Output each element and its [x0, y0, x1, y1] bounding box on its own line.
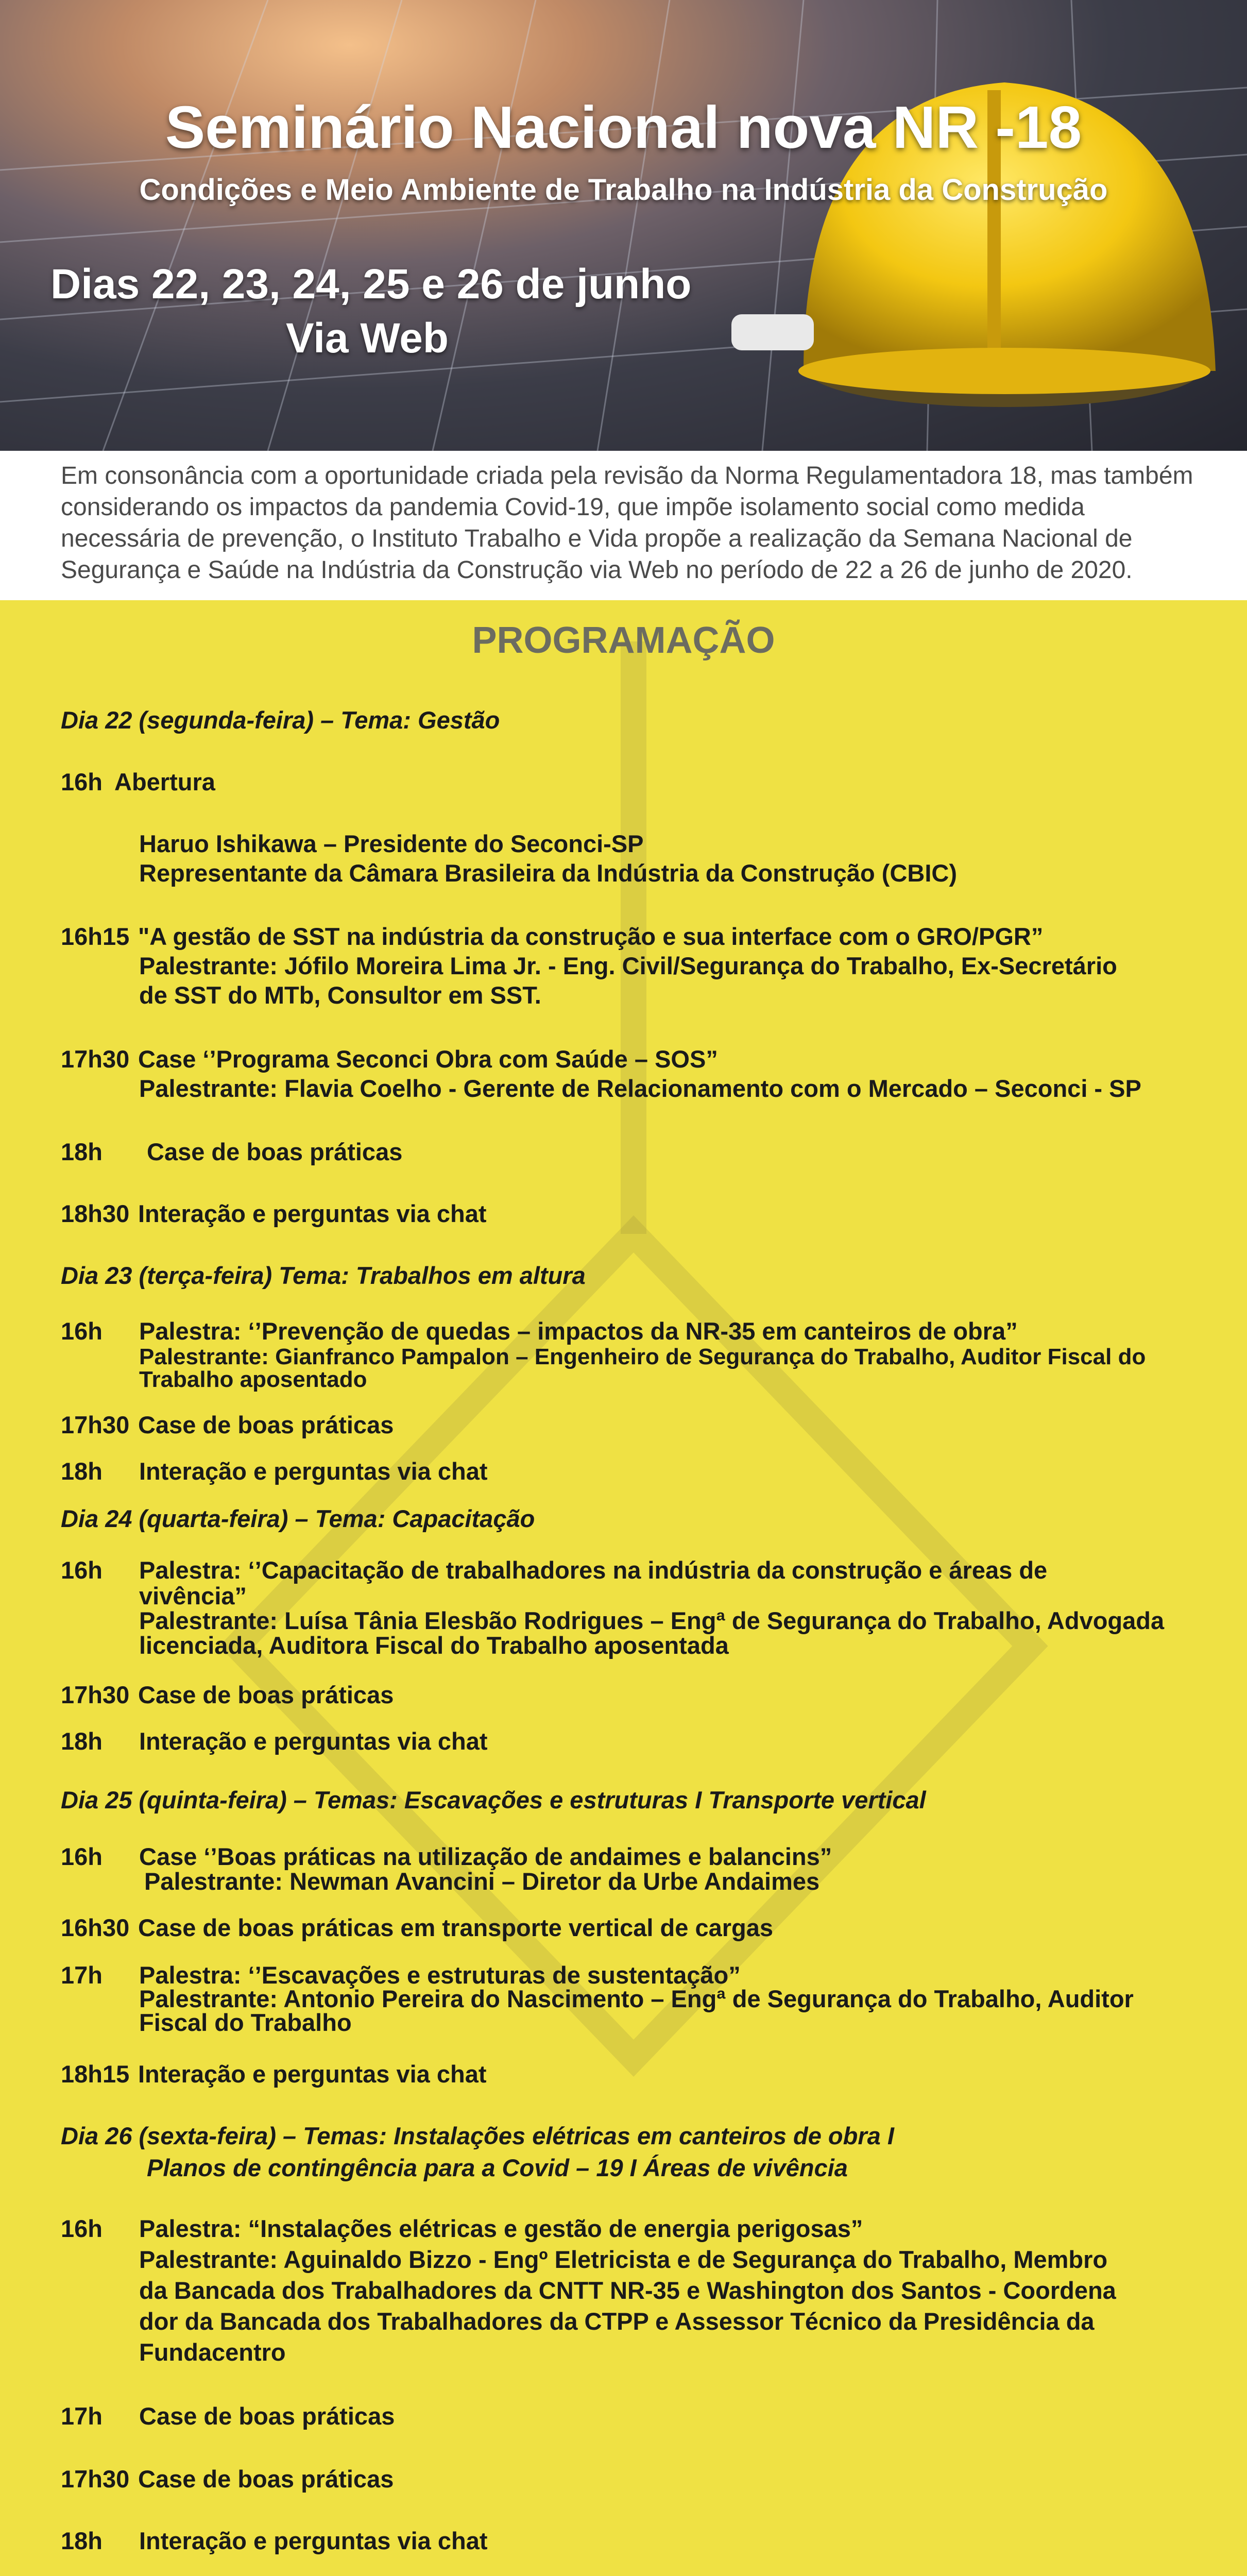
session-time: 16h: [61, 1843, 103, 1870]
session-title: Case ‘’Boas práticas na utilização de andaimes e balancins”: [139, 1843, 832, 1870]
session-detail: licenciada, Auditora Fiscal do Trabalho aposentada: [139, 1632, 729, 1659]
session-time: 18h: [61, 1458, 103, 1485]
event-mode: Via Web: [286, 315, 449, 362]
session-detail: Representante da Câmara Brasileira da Indústria da Construção (CBIC): [139, 859, 957, 887]
session-detail: Palestrante: Gianfranco Pampalon – Engenheiro de Segurança do Trabalho, Auditor Fiscal do: [139, 1344, 1146, 1369]
session-title: Abertura: [114, 768, 215, 795]
session-title: Palestra: ‘’Prevenção de quedas – impactos da NR-35 em canteiros de obra”: [139, 1317, 1018, 1345]
solar-panel-background: [0, 0, 1247, 451]
session-detail: dor da Bancada dos Trabalhadores da CTPP e Assessor Técnico da Presidência da: [139, 2308, 1095, 2335]
session-title: Case de boas práticas: [138, 2465, 394, 2493]
session-detail: Fundacentro: [139, 2338, 286, 2366]
session-detail: Fiscal do Trabalho: [139, 2009, 352, 2036]
session-title: Interação e perguntas via chat: [138, 2060, 487, 2088]
session-time: 16h: [61, 2215, 103, 2242]
day-24-heading: Dia 24 (quarta-feira) – Tema: Capacitação: [61, 1505, 535, 1532]
session-detail: Palestrante: Jófilo Moreira Lima Jr. - Eng. Civil/Segurança do Trabalho, Ex-Secretário: [139, 952, 1117, 979]
session-time: 16h15: [61, 923, 130, 950]
session-title: Case de boas práticas: [147, 1138, 403, 1165]
session-time: 17h30: [61, 1681, 130, 1708]
intro-paragraph: Em consonância com a oportunidade criada pela revisão da Norma Regulamentadora 18, mas também considerando os impactos da pandemia Covid-19, que impõe isolamento social como medida necessária de prevenção, o Instituto Trabalho e Vida propõe a realização da Semana Nacional de Segurança e Saúde na Indústria da Construção via Web no período de 22 a 26 de junho de 2020.: [61, 462, 1193, 584]
day-26-heading: Dia 26 (sexta-feira) – Temas: Instalações elétricas em canteiros de obra I: [61, 2122, 894, 2149]
page-subtitle: Condições e Meio Ambiente de Trabalho na Indústria da Construção: [139, 173, 1108, 207]
session-time: 18h30: [61, 1200, 130, 1227]
session-time: 17h30: [61, 2465, 130, 2493]
day-25-heading: Dia 25 (quinta-feira) – Temas: Escavações e estruturas I Transporte vertical: [61, 1786, 926, 1814]
session-time: 16h: [61, 1556, 103, 1584]
session-time: 17h30: [61, 1045, 130, 1073]
session-time: 16h: [61, 768, 103, 795]
session-detail: Palestrante: Flavia Coelho - Gerente de Relacionamento com o Mercado – Seconci - SP: [139, 1075, 1141, 1102]
event-dates: Dias 22, 23, 24, 25 e 26 de junho: [50, 261, 692, 308]
session-detail: Palestrante: Aguinaldo Bizzo - Engº Eletricista e de Segurança do Trabalho, Membro: [139, 2246, 1108, 2273]
session-time: 18h: [61, 1727, 103, 1755]
session-time: 17h30: [61, 1411, 130, 1438]
session-title: Palestra: ‘’Capacitação de trabalhadores na indústria da construção e áreas de: [139, 1556, 1048, 1584]
session-title: Case de boas práticas: [138, 1411, 394, 1438]
hero-banner: [0, 0, 1247, 451]
session-detail: de SST do MTb, Consultor em SST.: [139, 981, 541, 1009]
session-detail: Palestrante: Luísa Tânia Elesbão Rodrigues – Engª de Segurança do Trabalho, Advogada: [139, 1607, 1165, 1634]
session-title: Palestra: “Instalações elétricas e gestão de energia perigosas”: [139, 2215, 863, 2242]
session-title: Interação e perguntas via chat: [139, 1727, 488, 1755]
session-detail: da Bancada dos Trabalhadores da CNTT NR-35 e Washington dos Santos - Coordena: [139, 2277, 1116, 2304]
session-title: Interação e perguntas via chat: [139, 2527, 488, 2554]
session-title: Case de boas práticas: [138, 1681, 394, 1708]
program-title: PROGRAMAÇÃO: [472, 620, 775, 661]
session-detail: Palestrante: Antonio Pereira do Nascimento – Engª de Segurança do Trabalho, Auditor: [139, 1985, 1134, 2012]
session-detail: vivência”: [139, 1582, 247, 1609]
session-time: 16h30: [61, 1914, 130, 1941]
day-23-heading: Dia 23 (terça-feira) Tema: Trabalhos em altura: [61, 1262, 586, 1289]
session-title: Interação e perguntas via chat: [139, 1458, 488, 1485]
intro-section: [0, 451, 1247, 600]
session-time: 18h: [61, 1138, 103, 1165]
session-time: 16h: [61, 1317, 103, 1345]
session-title: Case ‘’Programa Seconci Obra com Saúde – SOS”: [138, 1045, 718, 1073]
session-title: Interação e perguntas via chat: [138, 1200, 487, 1227]
session-title: Case de boas práticas: [139, 2402, 395, 2430]
session-detail: Trabalho aposentado: [139, 1367, 367, 1392]
session-time: 18h15: [61, 2060, 130, 2088]
session-title: Palestra: ‘’Escavações e estruturas de sustentação”: [139, 1961, 741, 1989]
session-time: 17h: [61, 1961, 103, 1989]
session-detail: Palestrante: Newman Avancini – Diretor da Urbe Andaimes: [144, 1868, 820, 1895]
session-time: 18h: [61, 2527, 103, 2554]
session-time: 17h: [61, 2402, 103, 2430]
session-title: "A gestão de SST na indústria da construção e sua interface com o GRO/PGR”: [138, 923, 1044, 950]
page-title: Seminário Nacional nova NR -18: [165, 94, 1082, 161]
day-22-heading: Dia 22 (segunda-feira) – Tema: Gestão: [61, 706, 500, 734]
session-title: Case de boas práticas em transporte vertical de cargas: [138, 1914, 774, 1941]
session-detail: Haruo Ishikawa – Presidente do Seconci-SP: [139, 830, 644, 857]
day-26-heading-cont: Planos de contingência para a Covid – 19 I Áreas de vivência: [147, 2154, 848, 2181]
